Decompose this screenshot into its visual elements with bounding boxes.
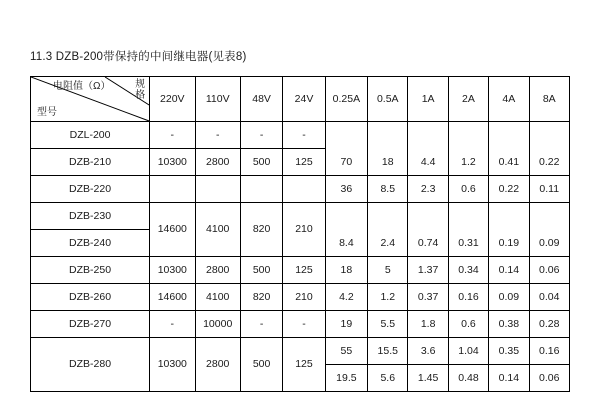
- header-voltage-110v: 110V: [195, 77, 240, 122]
- cell-current: [489, 122, 529, 149]
- cell-current: 0.28: [529, 311, 569, 338]
- cell-current: 0.34: [448, 257, 488, 284]
- header-spec-label-line1: 规: [135, 79, 146, 90]
- cell-current: 1.45: [408, 365, 448, 392]
- header-voltage-48v: 48V: [240, 77, 282, 122]
- cell-current: 18: [368, 149, 408, 176]
- cell-voltage: 500: [240, 338, 282, 392]
- cell-current: [448, 122, 488, 149]
- cell-current: 0.16: [529, 338, 569, 365]
- cell-current: 1.2: [368, 284, 408, 311]
- cell-current: 8.5: [368, 176, 408, 203]
- cell-current: 0.11: [529, 176, 569, 203]
- cell-current: 55: [325, 338, 367, 365]
- cell-current: 0.06: [529, 365, 569, 392]
- cell-voltage: 2800: [195, 257, 240, 284]
- cell-voltage: 210: [283, 284, 325, 311]
- table-row: [31, 122, 570, 149]
- cell-current: 0.14: [489, 257, 529, 284]
- header-current-1a: 1A: [408, 77, 448, 122]
- cell-current: 0.22: [489, 176, 529, 203]
- row-model: DZB-210: [31, 149, 150, 176]
- cell-current: 18: [325, 257, 367, 284]
- cell-current: 0.19: [489, 230, 529, 257]
- cell-current: 0.35: [489, 338, 529, 365]
- header-current-025a: 0.25A: [325, 77, 367, 122]
- cell-voltage: [240, 176, 282, 203]
- cell-voltage: 4100: [195, 203, 240, 257]
- header-resistance-label: 电阻值（Ω）: [53, 81, 111, 92]
- header-spec-label: [135, 80, 145, 101]
- cell-current: 0.31: [448, 230, 488, 257]
- cell-current: 1.04: [448, 338, 488, 365]
- cell-current: 15.5: [368, 338, 408, 365]
- cell-current: 5.5: [368, 311, 408, 338]
- cell-current: [368, 122, 408, 149]
- cell-voltage: 2800: [195, 149, 240, 176]
- header-current-4a: 4A: [489, 77, 529, 122]
- cell-current: 0.14: [489, 365, 529, 392]
- cell-voltage: 4100: [195, 284, 240, 311]
- cell-current: 4.2: [325, 284, 367, 311]
- header-voltage-220v: 220V: [150, 77, 195, 122]
- header-current-05a: 0.5A: [368, 77, 408, 122]
- cell-voltage: 10300: [150, 257, 195, 284]
- row-model: DZB-270: [31, 311, 150, 338]
- cell-current: 5.6: [368, 365, 408, 392]
- cell-voltage: [150, 176, 195, 203]
- header-voltage-24v: 24V: [283, 77, 325, 122]
- cell-voltage: [195, 176, 240, 203]
- cell-current: 2.3: [408, 176, 448, 203]
- cell-voltage: 500: [240, 257, 282, 284]
- cell-current: 0.48: [448, 365, 488, 392]
- cell-current: 19: [325, 311, 367, 338]
- cell-current: [448, 203, 488, 230]
- cell-current: 0.37: [408, 284, 448, 311]
- cell-voltage: -: [283, 311, 325, 338]
- cell-current: 0.09: [489, 284, 529, 311]
- cell-current: 0.41: [489, 149, 529, 176]
- cell-current: 0.6: [448, 311, 488, 338]
- cell-voltage: -: [195, 122, 240, 149]
- cell-current: 4.4: [408, 149, 448, 176]
- cell-current: [489, 203, 529, 230]
- row-model: DZB-260: [31, 284, 150, 311]
- row-model: DZB-280: [31, 338, 150, 392]
- cell-current: 0.22: [529, 149, 569, 176]
- cell-current: 5: [368, 257, 408, 284]
- header-spec-label-line2: 格: [135, 89, 146, 101]
- cell-voltage: 125: [283, 257, 325, 284]
- cell-voltage: 10300: [150, 149, 195, 176]
- cell-voltage: -: [240, 311, 282, 338]
- cell-voltage: -: [150, 311, 195, 338]
- cell-current: 8.4: [325, 230, 367, 257]
- header-current-2a: 2A: [448, 77, 488, 122]
- cell-voltage: 820: [240, 203, 282, 257]
- cell-voltage: 10300: [150, 338, 195, 392]
- cell-current: 3.6: [408, 338, 448, 365]
- table-row: [31, 176, 570, 203]
- cell-current: 70: [325, 149, 367, 176]
- cell-current: 0.74: [408, 230, 448, 257]
- cell-current: 0.16: [448, 284, 488, 311]
- cell-current: 0.6: [448, 176, 488, 203]
- cell-voltage: -: [283, 122, 325, 149]
- cell-current: 2.4: [368, 230, 408, 257]
- cell-current: 1.2: [448, 149, 488, 176]
- cell-voltage: 10000: [195, 311, 240, 338]
- row-model: DZB-250: [31, 257, 150, 284]
- cell-current: 0.09: [529, 230, 569, 257]
- row-model: DZB-240: [31, 230, 150, 257]
- cell-current: 0.06: [529, 257, 569, 284]
- table-row: [31, 149, 570, 176]
- table-row: [31, 311, 570, 338]
- cell-voltage: 500: [240, 149, 282, 176]
- cell-voltage: 125: [283, 149, 325, 176]
- row-model: DZB-230: [31, 203, 150, 230]
- header-model-label: 型号: [37, 106, 57, 118]
- cell-current: [325, 122, 367, 149]
- header-current-8a: 8A: [529, 77, 569, 122]
- cell-current: [408, 203, 448, 230]
- cell-current: [325, 203, 367, 230]
- table-row: [31, 284, 570, 311]
- cell-voltage: -: [240, 122, 282, 149]
- specification-table: [30, 76, 570, 392]
- table-row: [31, 338, 570, 365]
- cell-voltage: 2800: [195, 338, 240, 392]
- page-title: 11.3 DZB-200带保持的中间继电器(见表8): [30, 51, 247, 63]
- cell-voltage: -: [150, 122, 195, 149]
- table-row: [31, 257, 570, 284]
- cell-current: 1.8: [408, 311, 448, 338]
- cell-current: 1.37: [408, 257, 448, 284]
- row-model: DZL-200: [31, 122, 150, 149]
- cell-current: [408, 122, 448, 149]
- cell-voltage: 820: [240, 284, 282, 311]
- cell-voltage: 210: [283, 203, 325, 257]
- table-row: [31, 203, 570, 230]
- cell-current: 0.38: [489, 311, 529, 338]
- row-model: DZB-220: [31, 176, 150, 203]
- cell-current: [368, 203, 408, 230]
- cell-current: 36: [325, 176, 367, 203]
- cell-current: [529, 122, 569, 149]
- cell-current: 19.5: [325, 365, 367, 392]
- cell-voltage: [283, 176, 325, 203]
- header-corner-cell: [31, 77, 150, 122]
- cell-voltage: 125: [283, 338, 325, 392]
- table-header-row: [31, 77, 570, 122]
- cell-current: [529, 203, 569, 230]
- cell-current: 0.04: [529, 284, 569, 311]
- cell-voltage: 14600: [150, 284, 195, 311]
- cell-voltage: 14600: [150, 203, 195, 257]
